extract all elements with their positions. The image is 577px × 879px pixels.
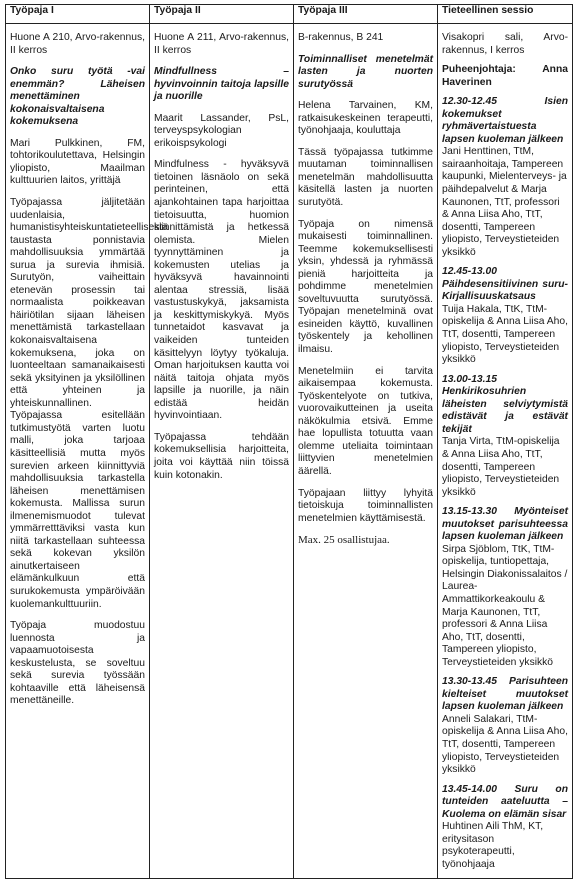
session-item-speakers: Anneli Salakari, TtM-opiskelija & Anna Liisa Aho, TtT, dosentti, Tampereen yliopisto, Terveystieteiden yksikkö xyxy=(442,713,568,776)
workshop-2-title: Mindfullness – hyvinvoinnin taitoja lapsille ja nuorille xyxy=(154,66,289,103)
session-chair: Puheenjohtaja: Anna Haverinen xyxy=(442,64,568,88)
workshop-2-speaker: Maarit Lassander, PsL, terveyspsykologian erikoispsykologi xyxy=(154,112,289,149)
workshop-2-location: Huone A 211, Arvo-rakennus, II kerros xyxy=(154,32,289,56)
column-header-1: Työpaja I xyxy=(6,5,150,24)
column-header-2: Työpaja II xyxy=(150,5,294,24)
workshop-3-capacity-note: Max. 25 osallistujaa. xyxy=(298,534,390,547)
workshop-2-cell xyxy=(150,24,294,879)
session-item-title: 13.15-13.30 Myönteiset muutokset parisuhteessa lapsen kuoleman jälkeen xyxy=(442,506,568,543)
workshop-1-cell xyxy=(6,24,168,879)
session-item-title: 12.45-13.00 Päihdesensitiivinen suru- Kirjallisuuskatsaus xyxy=(442,266,568,303)
workshop-3-title: Toiminnalliset menetelmät lasten ja nuorten surutyössä xyxy=(298,53,433,90)
workshop-1-location: Huone A 210, Arvo-rakennus, II kerros xyxy=(10,32,145,56)
session-item xyxy=(442,676,568,776)
session-item-title: 12.30-12.45 Isien kokemukset ryhmävertaistuesta lapsen kuoleman jälkeen xyxy=(442,96,568,145)
column-header-3: Työpaja III xyxy=(294,5,438,24)
session-item-speakers: Huhtinen Aili ThM, KT, eritysitason psykoterapeutti, työnohjaaja xyxy=(442,821,544,870)
session-item xyxy=(442,266,568,366)
workshop-3-extra: Työpajaan liittyy lyhyitä tietoiskuja toiminnallisten menetelmien käyttämisestä. xyxy=(298,487,433,524)
session-item-speakers: Tuija Hakala, TtK, TtM-opiskelija & Anna Liisa Aho, TtT, dosentti, Tampereen yliopisto, Terveystieteiden yksikkö xyxy=(442,303,568,366)
workshop-3-location: B-rakennus, B 241 xyxy=(298,32,384,43)
workshop-3-approach: Menetelmiin ei tarvita aikaisempaa kokemusta. Työskentelyote on tutkiva, vuorovaikutteinen ja useita näkökulmia etsivä. Emme hae lopullista totuutta vaan olemme uteliaita toimintaan liittyvien menetelmien äärellä. xyxy=(298,365,433,477)
workshop-3-cell xyxy=(294,24,438,879)
session-item xyxy=(442,374,568,499)
session-item-speakers: Jani Henttinen, TtM, sairaanhoitaja, Tampereen kaupunki, Mielenterveys- ja päihdepalvelut & Marja Kaunonen, TtT, professori & Anna Liisa Aho, TtT, dosentti, Tampereen yliopisto, Terveystieteiden yksikkö xyxy=(442,146,567,258)
workshop-1-description: Työpajassa jäljitetään uudenlaisia, humanistisyhteiskuntatieteellisestä taustasta ponnistavia mahdollisuuksia ymmärtää surua ja surevia ihmisiä. Surutyön, vaiheittain etenevän prosessin tai normaalista poikkeavan häiriötilan sijaan läheisen menettämistä tarkastellaan kokonaisvaltaisena kokemuksena, joka on luonteeltaan samanaikaisesti sekä yksityinen ja yksilöllinen että yhteinen ja yhteiskunnallinen. Työpajassa esitellään tutkimustyötä varten luotu malli, joka tarjoaa käsitteellisiä mutta myös surevien arkeen kiinnittyviä mahdollisuuksia tarkastella läheisen menettämisen kokemusta. Mallissa surun ilmenemismuodot tulevat ymmärretttäviksi vasta kun niitä tarkastellaan suhteessa sekä kokevan yksilön ainutkertaiseen elämänkulkuun että surukokemusta ympäröivään kuolemankulttuuriin. xyxy=(10,197,168,610)
session-item-speakers: Sirpa Sjöblom, TtK, TtM-opiskelija, tuntiopettaja, Helsingin Diakonissalaitos / Laurea-Ammattikorkeakoulu & Marja Kaunonen, TtT, professori & Anna Liisa Aho, TtT, dosentti, Tampereen yliopisto, Terveystieteiden yksikkö xyxy=(442,543,568,668)
workshop-2-format: Työpajassa tehdään kokemuksellisia harjoitteita, joita voi käyttää niin töissä kuin kotonakin. xyxy=(154,431,289,481)
workshop-3-speaker: Helena Tarvainen, KM, ratkaisukeskeinen terapeutti, työnohjaaja, kouluttaja xyxy=(298,100,433,137)
header-row xyxy=(6,5,573,24)
session-location: Visakopri sali, Arvo-rakennus, I kerros xyxy=(442,32,568,56)
workshop-2-description: Mindfulness - hyväksyvä tietoinen läsnäolo on sekä perinteinen, että ajankohtainen tapa harjoittaa tietoisuutta, huomion kiinnittämistä ja hetkessä olemista. Mielen tyynnyttäminen ja kokemusten utelias ja hyväksyvä havainnointi alentaa stressiä, lisää vastustuskykyä, jaksamista ja keskittymiskykyä. Myös tunnetaidot kasvavat ja vaikeiden tunteiden käsittelyyn löytyy työkaluja. Oman harjoituksen kautta voi näitä taitoja ohjata myös lapsille ja nuorille, ja näin edistää heidän hyvinvointiaan. xyxy=(154,159,289,422)
program-table xyxy=(5,4,573,879)
session-item-title: 13.30-13.45 Parisuhteen kielteiset muutokset lapsen kuoleman jälkeen xyxy=(442,676,568,713)
workshop-3-intro: Tässä työpajassa tutkimme muutaman toiminnallisen menetelmän mahdollisuutta käsitellä lasten ja nuorten surutyötä. xyxy=(298,146,433,209)
workshop-1-format: Työpaja muodostuu luennosta ja vapaamuotoisesta keskustelusta, se soveltuu sekä surevia työssään kohtaaville että läheisensä menettäneille. xyxy=(10,620,145,707)
session-item-title: 13.45-14.00 Suru on tunteiden aateluutta – Kuolema on elämän sisar xyxy=(442,783,568,820)
session-cell xyxy=(438,24,573,879)
session-item-title: 13.00-13.15 Henkirikosuhrien läheisten selviytymistä edistävät ja estävät tekijät xyxy=(442,373,568,435)
workshop-1-speaker: Mari Pulkkinen, FM, tohtorikoulutettava, Helsingin yliopisto, Maailman kulttuurien laitos, yrittäjä xyxy=(10,137,145,187)
workshop-3-description: Työpaja on nimensä mukaisesti toiminnallinen. Teemme kokemuksellisesti yksin, yhdessä ja ryhmässä pieniä harjoitteita ja pohdimme menetelmien soveltuvuutta surutyössä. Työpajan menetelminä ovat esineiden käyttö, kuvallinen työskentely ja kehollinen ilmaisu. xyxy=(298,218,433,356)
session-item xyxy=(442,506,568,669)
content-row xyxy=(6,24,573,879)
session-item-speakers: Tanja Virta, TtM-opiskelija & Anna Liisa Aho, TtT, dosentti, Tampereen yliopisto, Terveystieteiden yksikkö xyxy=(442,436,560,498)
session-item xyxy=(442,784,568,872)
session-item xyxy=(442,96,568,259)
column-header-4: Tieteellinen sessio xyxy=(438,5,573,24)
workshop-1-title: Onko suru työtä -vai enemmän? Läheisen menettäminen kokonaisvaltaisena kokemuksena xyxy=(10,66,145,128)
